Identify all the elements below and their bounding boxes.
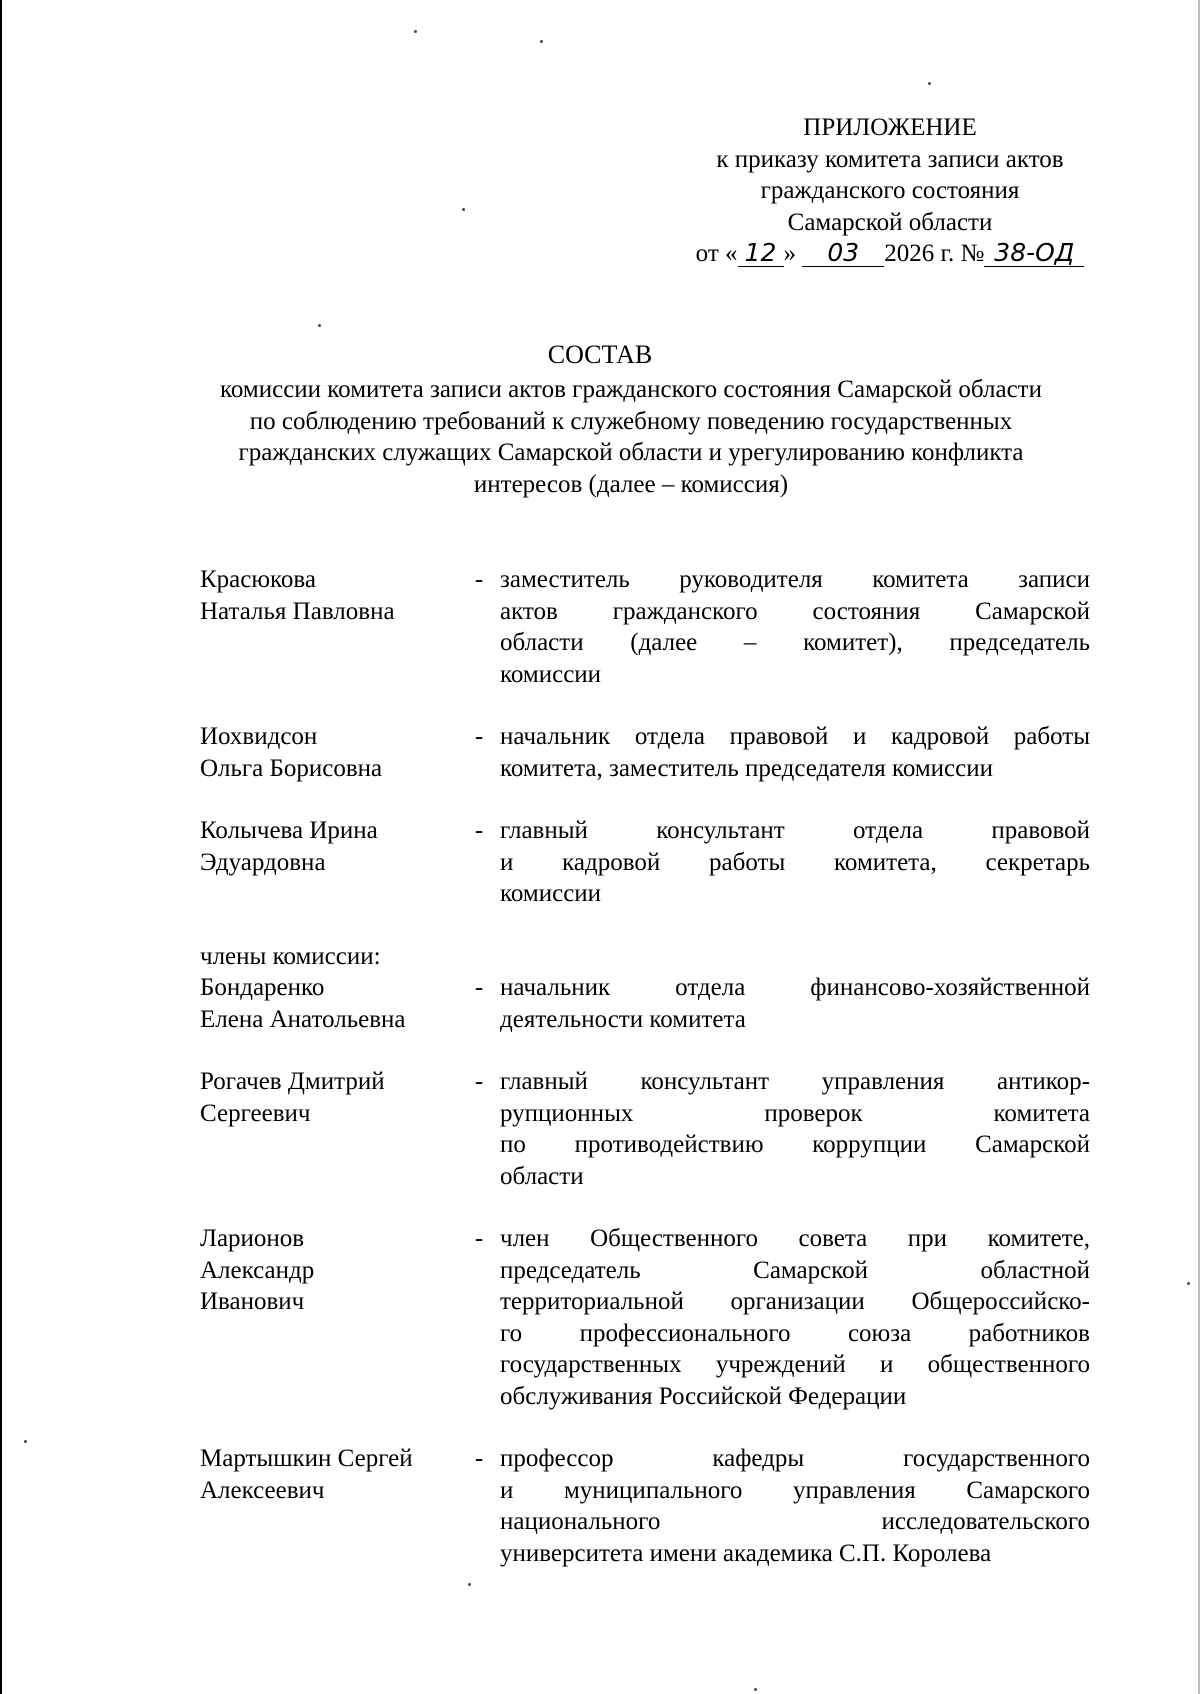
- member-description: [500, 1066, 1090, 1192]
- member-description-line: актов гражданского состояния Самарской: [500, 597, 1090, 625]
- scan-speck: [540, 40, 543, 43]
- date-year: 2026 г. №: [884, 240, 985, 267]
- member-name-line: Наталья Павловна: [200, 597, 395, 625]
- member-name-line: Рогачев Дмитрий: [200, 1068, 385, 1095]
- member-name-line: Колычева Ирина: [200, 817, 378, 844]
- scan-speck: [754, 1688, 757, 1691]
- member-description: [500, 721, 1090, 784]
- member-dash: -: [474, 1225, 484, 1252]
- scan-speck: [318, 324, 321, 327]
- member-row: [200, 564, 1090, 690]
- subtitle-line: комиссии комитета записи актов гражданского состояния Самарской области: [220, 376, 1042, 403]
- member-name-line: Красюкова: [200, 566, 316, 593]
- member-dash: -: [474, 974, 484, 1001]
- member-description: [500, 1443, 1090, 1569]
- member-row: [200, 815, 1090, 910]
- members-label: члены комиссии:: [200, 942, 381, 970]
- member-dash: -: [474, 566, 484, 593]
- date-prefix: от «: [695, 240, 738, 267]
- member-description: [500, 1223, 1090, 1412]
- member-name-line: Елена Анатольевна: [200, 1005, 406, 1033]
- scan-speck: [1187, 1282, 1190, 1285]
- appendix-line-1: к приказу комитета записи актов: [716, 145, 1064, 173]
- member-description-line: комитета, заместитель председателя комиссии: [500, 754, 994, 782]
- member-description-line: национального исследовательского: [500, 1508, 1090, 1535]
- member-description-line: рупционных проверок комитета: [500, 1099, 1090, 1127]
- member-name-line: Сергеевич: [200, 1099, 311, 1127]
- member-name-line: Ларионов: [200, 1225, 305, 1252]
- member-row: [200, 1223, 1090, 1412]
- document-title: СОСТАВ: [547, 340, 653, 369]
- member-name: [200, 564, 458, 627]
- handwritten-order-number: 38-ОД: [984, 240, 1084, 267]
- member-description-line: главный консультант отдела правовой: [500, 817, 1090, 844]
- document-subtitle: [150, 374, 1112, 500]
- member-description-line: и кадровой работы комитета, секретарь: [500, 848, 1090, 876]
- member-name: [200, 1443, 458, 1506]
- member-name-line: Иохвидсон: [200, 723, 318, 750]
- member-description-line: профессор кафедры государственного: [500, 1445, 1090, 1472]
- member-description-line: обслуживания Российской Федерации: [500, 1382, 907, 1410]
- member-description-line: области (далее – комитет), председатель: [500, 629, 1090, 656]
- member-name: [200, 1223, 458, 1318]
- order-date-line: [640, 238, 1140, 270]
- member-description-line: государственных учреждений и общественного: [500, 1351, 1090, 1378]
- handwritten-day: 12: [738, 240, 784, 267]
- member-description-line: области: [500, 1162, 584, 1190]
- appendix-heading: ПРИЛОЖЕНИЕ: [803, 114, 977, 141]
- member-description-line: председатель Самарской областной: [500, 1256, 1090, 1284]
- subtitle-line: интересов (далее – комиссия): [473, 470, 789, 498]
- member-name-line: Эдуардовна: [200, 848, 326, 876]
- member-description-line: главный консультант управления антикор-: [500, 1068, 1090, 1095]
- member-row: [200, 1443, 1090, 1569]
- member-name-line: Иванович: [200, 1288, 305, 1315]
- member-description: [500, 972, 1090, 1035]
- member-name-line: Бондаренко: [200, 974, 325, 1001]
- member-row: [200, 1066, 1090, 1192]
- member-description-line: комиссии: [500, 660, 602, 688]
- member-description-line: университета имени академика С.П. Королева: [500, 1539, 992, 1567]
- scan-speck: [414, 30, 417, 33]
- member-name: [200, 1066, 458, 1129]
- scan-speck: [928, 82, 931, 85]
- member-dash: -: [474, 1068, 484, 1095]
- scan-left-border: [0, 0, 2, 1694]
- member-dash: -: [474, 1445, 484, 1472]
- member-name: [200, 721, 458, 784]
- member-description-line: по противодействию коррупции Самарской: [500, 1131, 1090, 1158]
- member-name-line: Алексеевич: [200, 1476, 325, 1504]
- member-description-line: начальник отдела правовой и кадровой работы: [500, 723, 1090, 750]
- member-description-line: территориальной организации Общероссийско-: [500, 1288, 1090, 1315]
- member-description: [500, 564, 1090, 690]
- appendix-line-3: Самарской области: [787, 208, 993, 236]
- member-description: [500, 815, 1090, 910]
- subtitle-line: по соблюдению требований к служебному поведению государственных: [249, 407, 1013, 435]
- member-description-line: деятельности комитета: [500, 1005, 746, 1033]
- scan-speck: [24, 1440, 27, 1443]
- member-description-line: начальник отдела финансово-хозяйственной: [500, 974, 1090, 1001]
- scan-speck: [468, 1583, 471, 1586]
- date-mid: »: [783, 240, 797, 267]
- member-description-line: заместитель руководителя комитета записи: [500, 566, 1090, 593]
- member-description-line: член Общественного совета при комитете,: [500, 1225, 1090, 1252]
- member-row: [200, 721, 1090, 784]
- member-description-line: и муниципального управления Самарского: [500, 1476, 1090, 1504]
- member-dash: -: [474, 817, 484, 844]
- member-description-line: комиссии: [500, 880, 602, 907]
- member-name-line: Мартышкин Сергей: [200, 1445, 413, 1472]
- member-description-line: го профессионального союза работников: [500, 1319, 1090, 1347]
- subtitle-line: гражданских служащих Самарской области и урегулированию конфликта: [238, 439, 1024, 466]
- member-name-line: Александр: [200, 1256, 315, 1284]
- handwritten-month: 03: [802, 240, 884, 267]
- appendix-line-2: гражданского состояния: [760, 177, 1020, 204]
- member-name: [200, 815, 458, 878]
- member-name-line: Ольга Борисовна: [200, 754, 383, 782]
- member-dash: -: [474, 723, 484, 750]
- member-row: [200, 972, 1090, 1035]
- appendix-block: [640, 112, 1140, 270]
- member-name: [200, 972, 458, 1035]
- members-list: [200, 564, 1090, 1569]
- scan-speck: [462, 208, 465, 211]
